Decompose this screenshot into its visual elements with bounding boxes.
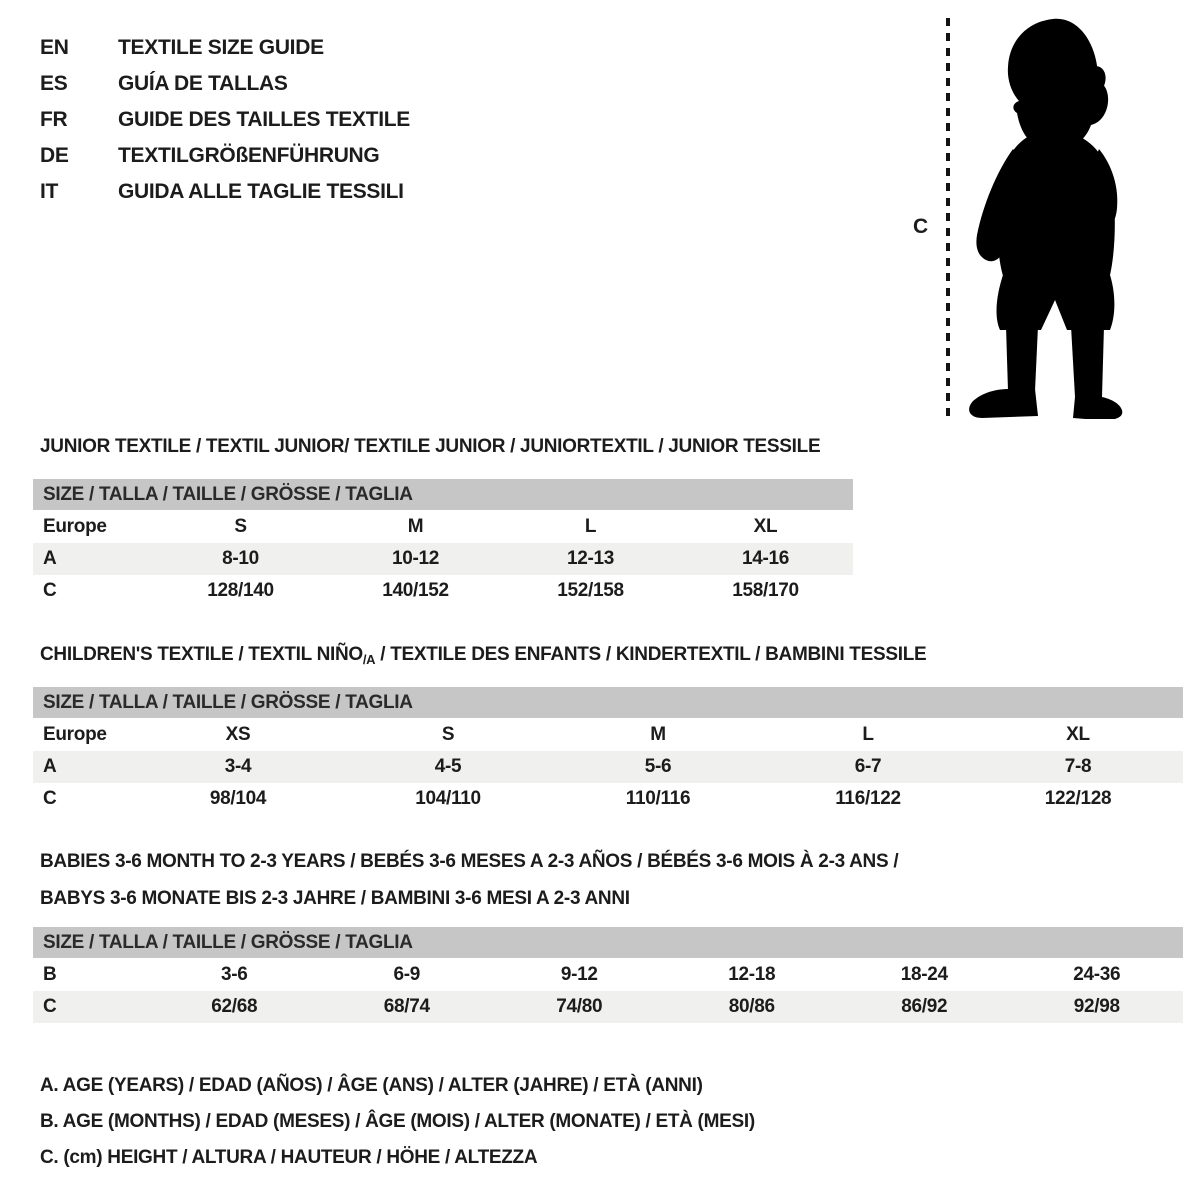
toddler-silhouette-icon: [963, 17, 1148, 419]
table-cell: 62/68: [211, 996, 258, 1017]
table-cell: 92/98: [1073, 996, 1120, 1017]
row-label: C: [43, 788, 57, 809]
lang-code: EN: [40, 36, 69, 59]
lang-label: TEXTILGRÖßENFÜHRUNG: [118, 144, 380, 167]
lang-code: IT: [40, 180, 59, 203]
measurement-legend: [40, 1068, 755, 1176]
lang-row-fr: [40, 102, 410, 138]
table-cell: 128/140: [207, 580, 274, 601]
table-cell: 68/74: [383, 996, 430, 1017]
table-cell: L: [584, 516, 597, 537]
table-cell: 4-5: [434, 756, 462, 777]
babies-row-months: [33, 959, 1183, 991]
row-label: A: [43, 756, 57, 777]
table-cell: 9-12: [560, 964, 598, 985]
children-size-table: [33, 687, 1183, 815]
table-cell: 10-12: [391, 548, 440, 569]
lang-row-it: [40, 174, 410, 210]
lang-row-de: [40, 138, 410, 174]
babies-section-title-line1: BABIES 3-6 MONTH TO 2-3 YEARS / BEBÉS 3-6 MESES A 2-3 AÑOS / BÉBÉS 3-6 MOIS À 2-3 ANS /: [40, 851, 899, 872]
table-cell: 110/116: [625, 788, 691, 809]
table-cell: L: [862, 724, 874, 745]
table-cell: 12-13: [566, 548, 615, 569]
lang-label: GUIDE DES TAILLES TEXTILE: [118, 108, 410, 131]
junior-row-age: [33, 543, 853, 575]
children-title-sub: /A: [362, 652, 376, 667]
table-cell: S: [234, 516, 247, 537]
row-label: B: [43, 964, 57, 985]
table-cell: 98/104: [209, 788, 267, 809]
height-dotted-line: [946, 18, 950, 416]
children-row-age: [33, 751, 1183, 783]
height-measure-label: C: [913, 215, 928, 238]
table-cell: XL: [753, 516, 778, 537]
lang-row-es: [40, 66, 410, 102]
lang-row-en: [40, 30, 410, 66]
table-cell: XS: [225, 724, 251, 745]
junior-size-table: [33, 479, 853, 607]
row-label: C: [43, 580, 57, 601]
table-cell: 24-36: [1073, 964, 1121, 985]
table-cell: 6-7: [854, 756, 882, 777]
legend-line-c: C. (cm) HEIGHT / ALTURA / HAUTEUR / HÖHE / ALTEZZA: [40, 1147, 538, 1168]
junior-section-title: JUNIOR TEXTILE / TEXTIL JUNIOR/ TEXTILE JUNIOR / JUNIORTEXTIL / JUNIOR TESSILE: [40, 436, 821, 457]
babies-section-title-line2: BABYS 3-6 MONATE BIS 2-3 JAHRE / BAMBINI 3-6 MESI A 2-3 ANNI: [40, 888, 630, 909]
children-size-header: SIZE / TALLA / TAILLE / GRÖSSE / TAGLIA: [33, 687, 1183, 718]
lang-code: FR: [40, 108, 68, 131]
table-cell: 6-9: [393, 964, 421, 985]
table-cell: 3-4: [224, 756, 252, 777]
legend-line-b: B. AGE (MONTHS) / EDAD (MESES) / ÂGE (MOIS) / ALTER (MONATE) / ETÀ (MESI): [40, 1111, 755, 1132]
lang-label: TEXTILE SIZE GUIDE: [118, 36, 324, 59]
row-label: A: [43, 548, 57, 569]
lang-label: GUÍA DE TALLAS: [118, 72, 288, 95]
legend-line-a: A. AGE (YEARS) / EDAD (AÑOS) / ÂGE (ANS) / ALTER (JAHRE) / ETÀ (ANNI): [40, 1075, 703, 1096]
table-cell: 80/86: [728, 996, 775, 1017]
height-measure-figure: [905, 15, 1155, 425]
table-cell: 74/80: [556, 996, 603, 1017]
table-cell: 158/170: [732, 580, 799, 601]
babies-row-height: [33, 991, 1183, 1023]
babies-size-table: [33, 927, 1183, 1023]
table-cell: S: [441, 724, 455, 745]
table-cell: 104/110: [415, 788, 481, 809]
junior-row-europe: [33, 511, 853, 543]
table-cell: 18-24: [900, 964, 948, 985]
table-cell: 5-6: [644, 756, 672, 777]
row-label: Europe: [43, 516, 107, 537]
lang-code: ES: [40, 72, 68, 95]
table-cell: 122/128: [1044, 788, 1112, 809]
babies-size-header: SIZE / TALLA / TAILLE / GRÖSSE / TAGLIA: [33, 927, 1183, 958]
table-cell: M: [650, 724, 666, 745]
table-cell: M: [407, 516, 424, 537]
children-row-height: [33, 783, 1183, 815]
table-cell: 7-8: [1064, 756, 1092, 777]
table-cell: 12-18: [728, 964, 776, 985]
children-title-prefix: CHILDREN'S TEXTILE / TEXTIL NIÑO: [40, 644, 363, 665]
table-cell: XL: [1066, 724, 1090, 745]
language-guide-list: [40, 30, 410, 210]
table-cell: 116/122: [835, 788, 901, 809]
lang-code: DE: [40, 144, 69, 167]
row-label: C: [43, 996, 57, 1017]
lang-label: GUIDA ALLE TAGLIE TESSILI: [118, 180, 404, 203]
children-title-suffix: / TEXTILE DES ENFANTS / KINDERTEXTIL / BAMBINI TESSILE: [375, 644, 927, 665]
table-cell: 3-6: [220, 964, 248, 985]
children-row-europe: [33, 719, 1183, 751]
table-cell: 8-10: [222, 548, 259, 569]
table-cell: 152/158: [557, 580, 624, 601]
row-label: Europe: [43, 724, 107, 745]
table-cell: 140/152: [382, 580, 449, 601]
table-cell: 14-16: [741, 548, 790, 569]
children-section-title: [40, 644, 926, 667]
table-cell: 86/92: [901, 996, 948, 1017]
junior-size-header: SIZE / TALLA / TAILLE / GRÖSSE / TAGLIA: [33, 479, 853, 510]
junior-row-height: [33, 575, 853, 607]
